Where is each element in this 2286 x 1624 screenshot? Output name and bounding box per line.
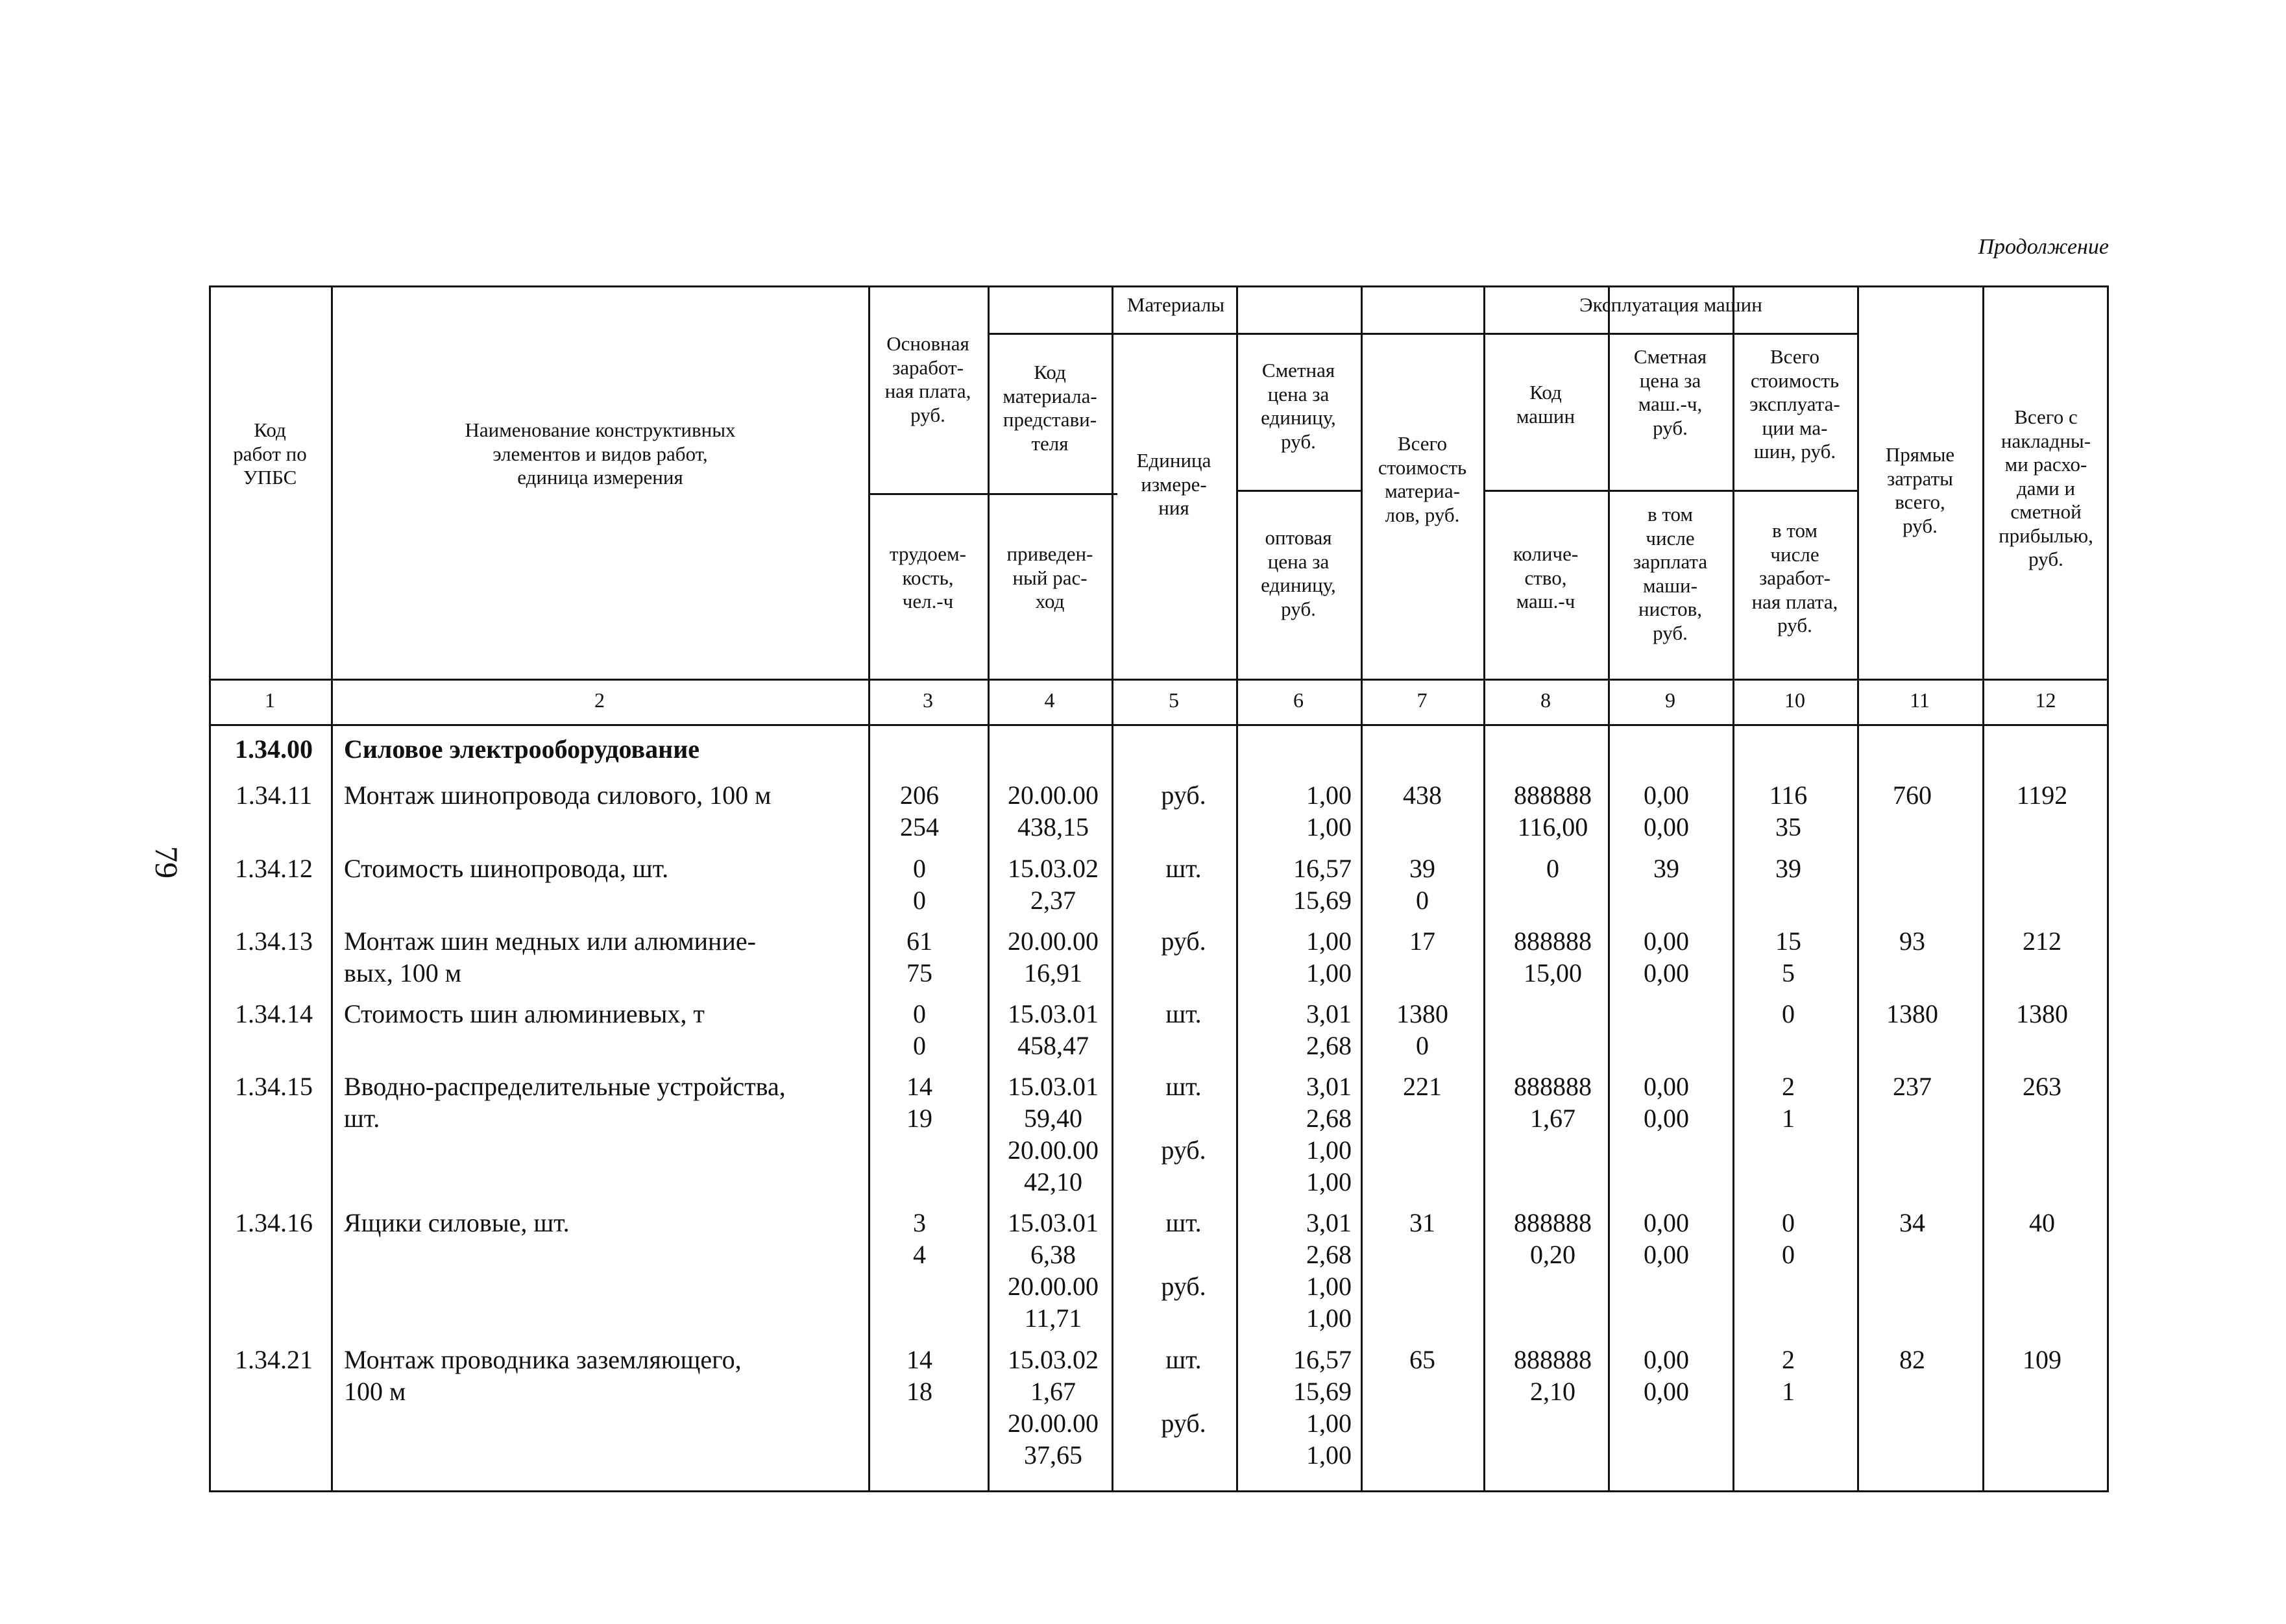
cell-direct-costs: 760 (1893, 781, 1932, 810)
col-number: 12 (2035, 688, 2056, 712)
col-number: 1 (265, 688, 275, 712)
header-materials-total: Всего стоимость материа- лов, руб. (1378, 432, 1467, 526)
cell-wage: 0 0 (913, 854, 926, 915)
col-divider (1733, 285, 1734, 1492)
cell-machine-price: 0,00 0,00 (1644, 781, 1689, 842)
cell-total: 40 (2029, 1208, 2055, 1237)
cell-machine-price: 0,00 0,00 (1644, 1208, 1689, 1269)
header-direct-costs: Прямые затраты всего, руб. (1885, 443, 1955, 537)
cell-code: 1.34.15 (235, 1072, 313, 1101)
header-labor: трудоем- кость, чел.-ч (890, 542, 966, 613)
cell-wage: 3 4 (913, 1208, 926, 1269)
cell-name: Монтаж шинопровода силового, 100 м (344, 781, 772, 810)
cell-material-code: 15.03.02 2,37 (1008, 854, 1099, 915)
cell-total: 212 (2023, 927, 2061, 956)
col-number: 9 (1665, 688, 1675, 712)
cell-code: 1.34.16 (235, 1208, 313, 1237)
header-machine-code: Код машин (1516, 381, 1575, 428)
header-wage: Основная заработ- ная плата, руб. (884, 332, 971, 426)
cell-machines-total: 2 1 (1782, 1345, 1795, 1406)
col-divider (1483, 285, 1485, 1492)
cell-name: Вводно-распределительные устройства, шт. (344, 1072, 786, 1133)
cell-total: 1380 (2016, 999, 2068, 1028)
cell-unit: руб. (1161, 927, 1206, 956)
subheader-line (1236, 490, 1361, 492)
cell-name: Стоимость шин алюминиевых, т (344, 999, 705, 1028)
cell-wage: 14 18 (906, 1345, 932, 1406)
cell-direct-costs: 82 (1899, 1345, 1925, 1374)
col-divider (331, 285, 333, 1492)
cell-machine-code: 0 (1546, 854, 1559, 883)
cell-material-code: 20.00.00 438,15 (1008, 781, 1099, 842)
header-name: Наименование конструктивных элементов и видов работ, единица измерения (465, 418, 736, 489)
cell-machine-price: 0,00 0,00 (1644, 927, 1689, 988)
section-name: Силовое электрооборудование (344, 734, 700, 764)
header-machines-wage: в том числе заработ- ная плата, руб. (1751, 519, 1838, 637)
cell-total: 1192 (2016, 781, 2068, 810)
cell-direct-costs: 93 (1899, 927, 1925, 956)
group-header-line (988, 333, 1857, 335)
col-number: 10 (1784, 688, 1805, 712)
cell-code: 1.34.21 (235, 1345, 313, 1374)
cell-price: 3,01 2,68 (1306, 999, 1352, 1060)
cell-code: 1.34.13 (235, 927, 313, 956)
cell-price: 3,01 2,68 1,00 1,00 (1306, 1072, 1352, 1196)
col-number: 11 (1910, 688, 1930, 712)
cell-name: Ящики силовые, шт. (344, 1208, 570, 1237)
cell-machine-code: 888888 0,20 (1514, 1208, 1592, 1269)
section-code: 1.34.00 (235, 734, 313, 764)
cell-price: 1,00 1,00 (1306, 781, 1352, 842)
header-materials: Материалы (1126, 293, 1225, 316)
cell-material-code: 15.03.02 1,67 20.00.00 37,65 (1008, 1345, 1099, 1470)
cell-machine-price: 39 (1653, 854, 1679, 883)
cell-unit: шт. (1165, 854, 1202, 883)
col-number: 7 (1417, 688, 1428, 712)
cell-material-code: 20.00.00 16,91 (1008, 927, 1099, 988)
cell-material-code: 15.03.01 59,40 20.00.00 42,10 (1008, 1072, 1099, 1196)
header-code: Код работ по УПБС (233, 418, 307, 489)
header-bottom-line (209, 679, 2109, 681)
cell-wage: 14 19 (906, 1072, 932, 1133)
header-unit-price: Сметная цена за единицу, руб. (1261, 359, 1336, 453)
header-machines-total: Всего стоимость эксплуата- ции ма- шин, руб. (1749, 345, 1840, 463)
cell-wage: 61 75 (906, 927, 932, 988)
cell-total: 263 (2023, 1072, 2061, 1101)
cell-price: 16,57 15,69 1,00 1,00 (1293, 1345, 1352, 1470)
cell-unit: шт. (1165, 999, 1202, 1028)
cell-direct-costs: 1380 (1886, 999, 1938, 1028)
cell-material-code: 15.03.01 458,47 (1008, 999, 1099, 1060)
cell-materials-total: 17 (1409, 927, 1435, 956)
cell-machines-total: 0 (1782, 999, 1795, 1028)
cell-materials-total: 221 (1403, 1072, 1442, 1101)
col-divider (1857, 285, 1859, 1492)
col-number: 6 (1293, 688, 1304, 712)
cell-unit: шт. руб. (1161, 1072, 1206, 1165)
cell-code: 1.34.11 (235, 781, 313, 810)
header-machines: Эксплуатация машин (1579, 293, 1762, 316)
cell-price: 1,00 1,00 (1306, 927, 1352, 988)
cell-unit: шт. руб. (1161, 1208, 1206, 1301)
cell-price: 16,57 15,69 (1293, 854, 1352, 915)
cell-machine-code: 888888 1,67 (1514, 1072, 1592, 1133)
cell-machine-code: 888888 15,00 (1514, 927, 1592, 988)
header-total-with-overhead: Всего с накладны- ми расхо- дами и сметной прибылью, руб. (1999, 406, 2093, 571)
col-number: 5 (1169, 688, 1179, 712)
header-material-code: Код материала- представи- теля (1003, 361, 1097, 455)
cell-name: Стоимость шинопровода, шт. (344, 854, 669, 883)
cell-code: 1.34.14 (235, 999, 313, 1028)
subheader-line (1483, 490, 1857, 492)
cell-machines-total: 116 35 (1769, 781, 1808, 842)
cell-unit: руб. (1161, 781, 1206, 810)
cell-machines-total: 39 (1775, 854, 1801, 883)
cell-materials-total: 31 (1409, 1208, 1435, 1237)
subheader-line (868, 493, 1117, 495)
cell-machine-price: 0,00 0,00 (1644, 1345, 1689, 1406)
cell-materials-total: 438 (1403, 781, 1442, 810)
cell-machines-total: 0 0 (1782, 1208, 1795, 1269)
cell-machine-price: 0,00 0,00 (1644, 1072, 1689, 1133)
continuation-label: Продолжение (1978, 235, 2109, 259)
header-material-consumption: приведен- ный рас- ход (1006, 542, 1093, 613)
header-machine-price: Сметная цена за маш.-ч, руб. (1633, 345, 1707, 439)
col-divider (988, 285, 990, 1492)
cell-direct-costs: 237 (1893, 1072, 1932, 1101)
header-operator-wage: в том числе зарплата маши- нистов, руб. (1633, 503, 1708, 644)
header-unit: Единица измере- ния (1136, 449, 1211, 520)
col-number: 2 (594, 688, 605, 712)
cell-materials-total: 39 0 (1409, 854, 1435, 915)
cell-total: 109 (2023, 1345, 2061, 1374)
cell-wage: 0 0 (913, 999, 926, 1060)
cell-machines-total: 2 1 (1782, 1072, 1795, 1133)
col-divider (868, 285, 870, 1492)
col-number: 4 (1044, 688, 1055, 712)
page-number: 79 (149, 846, 185, 879)
col-number: 3 (923, 688, 933, 712)
cell-machine-code: 888888 2,10 (1514, 1345, 1592, 1406)
cell-name: Монтаж шин медных или алюминие- вых, 100 м (344, 927, 756, 988)
col-divider (1608, 285, 1610, 1492)
cell-materials-total: 1380 0 (1396, 999, 1448, 1060)
cell-machine-code: 888888 116,00 (1514, 781, 1592, 842)
header-machine-hours: количе- ство, маш.-ч (1513, 542, 1579, 613)
cell-name: Монтаж проводника заземляющего, 100 м (344, 1345, 742, 1406)
col-number: 8 (1540, 688, 1551, 712)
numbers-bottom-line (209, 724, 2109, 726)
cell-machines-total: 15 5 (1775, 927, 1801, 988)
cell-wage: 206 254 (900, 781, 939, 842)
cell-unit: шт. руб. (1161, 1345, 1206, 1438)
cell-price: 3,01 2,68 1,00 1,00 (1306, 1208, 1352, 1333)
cell-code: 1.34.12 (235, 854, 313, 883)
cell-materials-total: 65 (1409, 1345, 1435, 1374)
cell-direct-costs: 34 (1899, 1208, 1925, 1237)
cell-material-code: 15.03.01 6,38 20.00.00 11,71 (1008, 1208, 1099, 1333)
header-wholesale-price: оптовая цена за единицу, руб. (1261, 526, 1336, 620)
